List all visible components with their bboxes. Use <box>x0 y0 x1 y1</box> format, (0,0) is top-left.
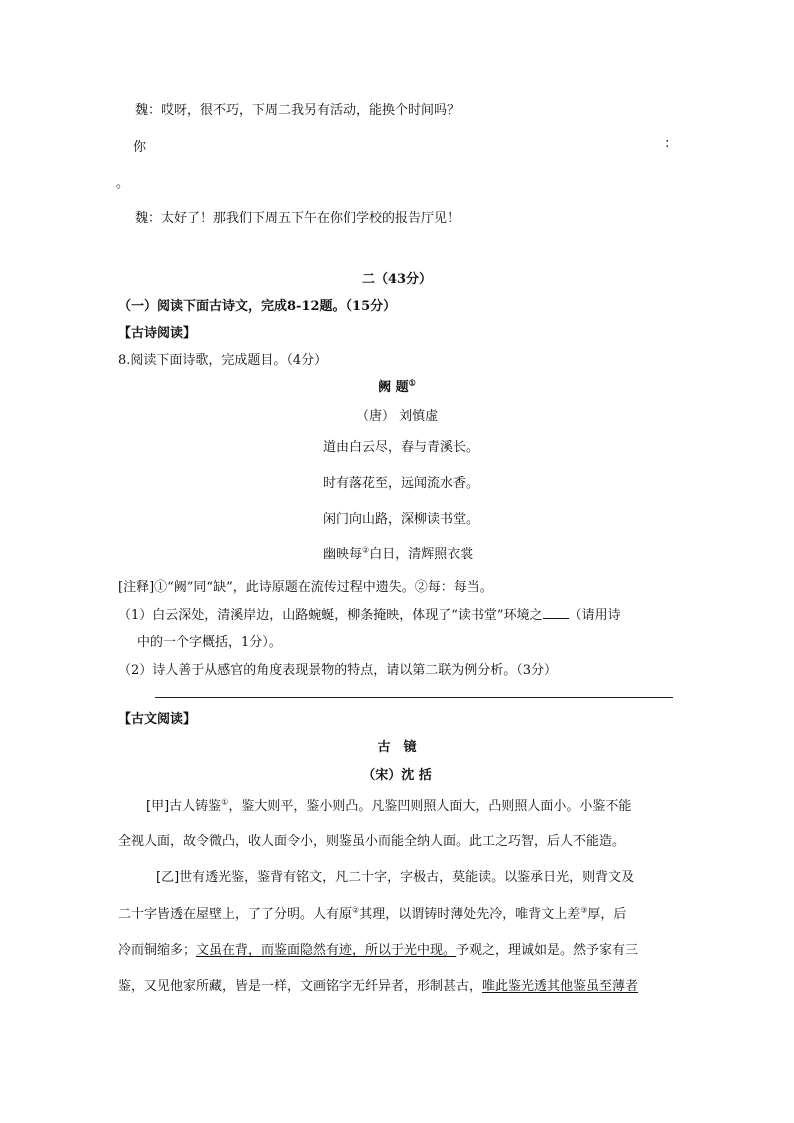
poem-line-2: 时有落花至，远闻流水香。 <box>323 476 480 491</box>
dialogue-wei-1: 魏：哎呀，很不巧，下周二我另有活动，能换个时间吗？ <box>135 103 461 118</box>
prose-yi-line-4 <box>118 975 638 994</box>
poem-annotation: [注释]①“阙”同“缺”，此诗原题在流传过程中遗失。②每：每当。 <box>118 580 493 595</box>
prose-jia-note: ① <box>221 797 229 807</box>
poem-author: （唐） 刘慎虚 <box>356 409 439 424</box>
prose-title: 古 镜 <box>377 740 417 755</box>
question-8: 8.阅读下面诗歌，完成题目。（4分） <box>118 353 328 368</box>
prose-yi-2-note-2: ③ <box>580 905 588 915</box>
prose-jia-prefix: [甲]古人铸鉴 <box>146 799 222 814</box>
prose-yi-line-3 <box>118 939 638 958</box>
dialogue-you-colon: : <box>665 136 670 151</box>
section-title: 二（43分） <box>361 272 433 287</box>
prose-jia-suffix: ，鉴大则平，鉴小则凸。凡鉴凹则照人面大，凸则照人面小。小鉴不能 <box>228 799 632 814</box>
poem-title-text: 阙 题 <box>378 380 409 395</box>
poem-reading-heading: 【古诗阅读】 <box>118 326 197 341</box>
prose-yi-2-suffix: 厚，后 <box>587 907 627 922</box>
prose-yi-3-suffix: 予观之，理诚如是。然予家有三 <box>456 943 639 958</box>
poem-title <box>0 376 794 395</box>
answer-blank[interactable] <box>543 606 569 619</box>
poem-line-3: 闲门向山路，深柳读书堂。 <box>323 512 480 527</box>
question-8-1-line-1 <box>118 604 621 623</box>
prose-yi-4-underlined: 唯此鉴光透其他鉴虽至薄者 <box>482 979 639 994</box>
prose-jia-line-2: 全视人面，故令微凸，收人面令小，则鉴虽小而能全纳人面。此工之巧智，后人不能造。 <box>118 834 626 849</box>
dialogue-period: 。 <box>116 176 130 191</box>
divider-line <box>155 697 673 698</box>
prose-yi-3-prefix: 冷而铜缩多； <box>118 943 197 958</box>
dialogue-you-label: 你 <box>133 140 147 155</box>
poem-line-4-suffix: 白日，清辉照衣裳 <box>369 547 474 562</box>
prose-author: （宋）沈 括 <box>362 768 432 783</box>
prose-reading-heading: 【古文阅读】 <box>118 712 197 727</box>
prose-yi-2-mid: 其理，以谓铸时薄处先冷，唯背文上差 <box>359 907 581 922</box>
poem-line-4-prefix: 幽映每 <box>323 547 363 562</box>
dialogue-wei-2: 魏：太好了！那我们下周五下午在你们学校的报告厅见！ <box>135 211 461 226</box>
prose-yi-line-2 <box>118 903 626 922</box>
prose-jia-line-1 <box>146 795 631 814</box>
question-8-1-text: （1）白云深处，清溪岸边，山路蜿蜒，柳条掩映，体现了“读书堂”环境之 <box>118 608 543 623</box>
poem-line-4 <box>323 543 473 562</box>
poem-line-4-note: ② <box>362 545 370 555</box>
question-8-2: （2）诗人善于从感官的角度表现景物的特点，请以第二联为例分析。（3分） <box>118 663 558 678</box>
question-8-1-line-2: 中的一个字概括，1分）。 <box>137 635 282 650</box>
prose-yi-line-1: [乙]世有透光鉴，鉴背有铭文，凡二十字，字极古，莫能读。以鉴承日光，则背文及 <box>156 870 635 885</box>
part-one-heading: （一）阅读下面古诗文，完成8-12题。（15分） <box>118 299 397 314</box>
prose-yi-3-underlined: 文虽在背，而鉴面隐然有迹，所以于光中现。 <box>196 943 457 958</box>
prose-yi-2-prefix: 二十字皆透在屋壁上，了了分明。人有原 <box>118 907 353 922</box>
poem-line-1: 道由白云尽，春与青溪长。 <box>323 440 480 455</box>
prose-yi-4-prefix: 鉴，又见他家所藏，皆是一样，文画铭字无纤异者，形制甚古， <box>118 979 483 994</box>
prose-yi-2-note-1: ② <box>352 905 360 915</box>
question-8-1-tail: （请用诗 <box>568 608 621 623</box>
poem-title-note: ① <box>408 377 416 388</box>
